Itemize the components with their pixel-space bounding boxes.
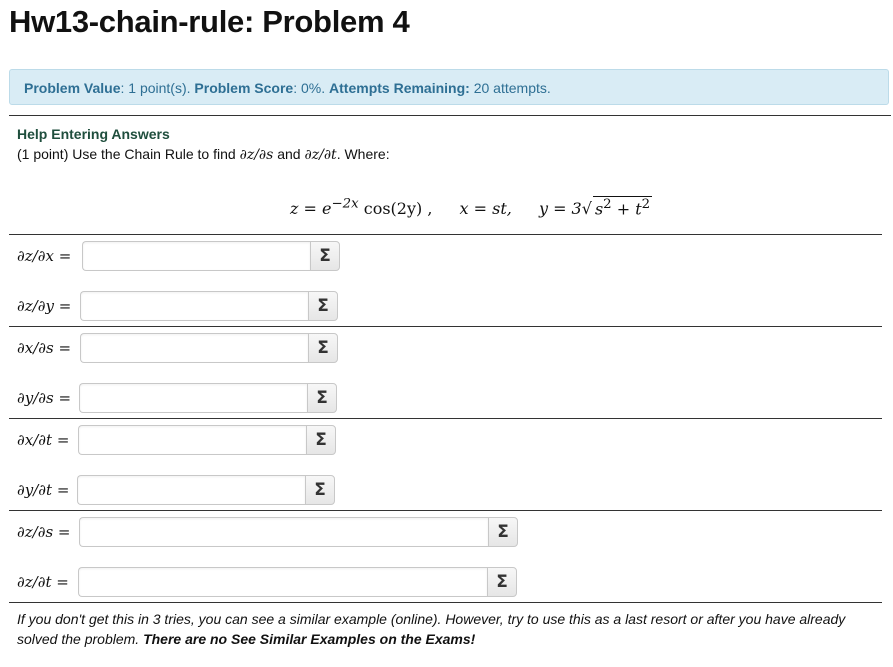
section-divider <box>9 115 891 116</box>
answer-label: ∂y/∂t = <box>17 481 70 499</box>
equation-editor-button[interactable]: Σ <box>305 475 335 505</box>
equation-editor-button[interactable]: Σ <box>306 425 336 455</box>
problem-intro-and: and <box>273 146 305 162</box>
s-exponent: 2 <box>603 197 612 212</box>
s-var: s <box>594 199 604 219</box>
equation-editor-button[interactable]: Σ <box>487 567 517 597</box>
answer-input-dy-ds[interactable] <box>79 383 307 413</box>
answer-label: ∂y/∂s = <box>17 389 72 407</box>
row-divider <box>9 234 882 235</box>
problem-info-bar <box>9 69 889 105</box>
problem-intro-suffix: . Where: <box>336 146 390 162</box>
problem-value-text: : 1 point(s). <box>120 80 195 96</box>
answer-input-dz-dy[interactable] <box>80 291 308 321</box>
help-entering-answers-link[interactable]: Help Entering Answers <box>17 126 170 142</box>
t-exponent: 2 <box>641 197 651 212</box>
equation-editor-button[interactable]: Σ <box>310 241 340 271</box>
radicand <box>593 196 652 218</box>
answer-input-dy-dt[interactable] <box>77 475 305 505</box>
x-def-text: x = st, <box>459 199 512 219</box>
x-definition <box>460 199 512 218</box>
problem-statement <box>17 146 390 163</box>
z-rest-text: cos(2y) , <box>358 199 433 219</box>
row-divider <box>9 418 882 419</box>
problem-score-text: : 0%. <box>293 80 330 96</box>
z-exponent: −2x <box>331 197 359 212</box>
answer-input-dx-dt[interactable] <box>78 425 306 455</box>
row-divider <box>9 326 882 327</box>
z-definition <box>290 199 432 218</box>
answer-label: ∂z/∂t = <box>17 573 69 591</box>
attempts-remaining-label: Attempts Remaining: <box>329 80 470 96</box>
answer-input-dz-dt[interactable] <box>78 567 487 597</box>
attempts-remaining-text: 20 attempts. <box>469 80 551 96</box>
equation-editor-button[interactable]: Σ <box>308 333 338 363</box>
problem-score-label: Problem Score <box>194 80 294 96</box>
answer-label: ∂z/∂y = <box>17 297 72 315</box>
answer-label: ∂x/∂s = <box>17 339 72 357</box>
problem-value-label: Problem Value <box>24 80 121 96</box>
equation-editor-button[interactable]: Σ <box>308 291 338 321</box>
problem-equation <box>290 196 652 218</box>
z-def-text: z = e <box>290 199 332 219</box>
equation-editor-button[interactable]: Σ <box>488 517 518 547</box>
answer-label: ∂z/∂x = <box>17 247 72 265</box>
y-def-text: y = 3 <box>538 199 582 219</box>
page-title: Hw13-chain-rule: Problem 4 <box>9 4 410 39</box>
dz-dt-symbol: ∂z/∂t <box>304 147 337 163</box>
footer-note <box>17 609 877 649</box>
answer-input-dz-dx[interactable] <box>82 241 310 271</box>
dz-ds-symbol: ∂z/∂s <box>239 147 274 163</box>
answer-label: ∂z/∂s = <box>17 523 71 541</box>
plus-sign: + <box>611 199 636 219</box>
answer-input-dz-ds[interactable] <box>79 517 488 547</box>
footer-note-bold: There are no See Similar Examples on the Exams! <box>143 631 476 647</box>
row-divider <box>9 602 882 603</box>
equation-editor-button[interactable]: Σ <box>307 383 337 413</box>
y-definition <box>539 199 652 218</box>
t-var: t <box>635 199 642 219</box>
row-divider <box>9 510 882 511</box>
problem-intro-prefix: (1 point) Use the Chain Rule to find <box>17 146 240 162</box>
footer-note-text: If you don't get this in 3 tries, you can see a similar example (online). However, try to use this as a last resort or after you have already solved the problem. <box>17 611 846 647</box>
radical-sign: √ <box>581 199 592 219</box>
answer-label: ∂x/∂t = <box>17 431 70 449</box>
answer-input-dx-ds[interactable] <box>80 333 308 363</box>
